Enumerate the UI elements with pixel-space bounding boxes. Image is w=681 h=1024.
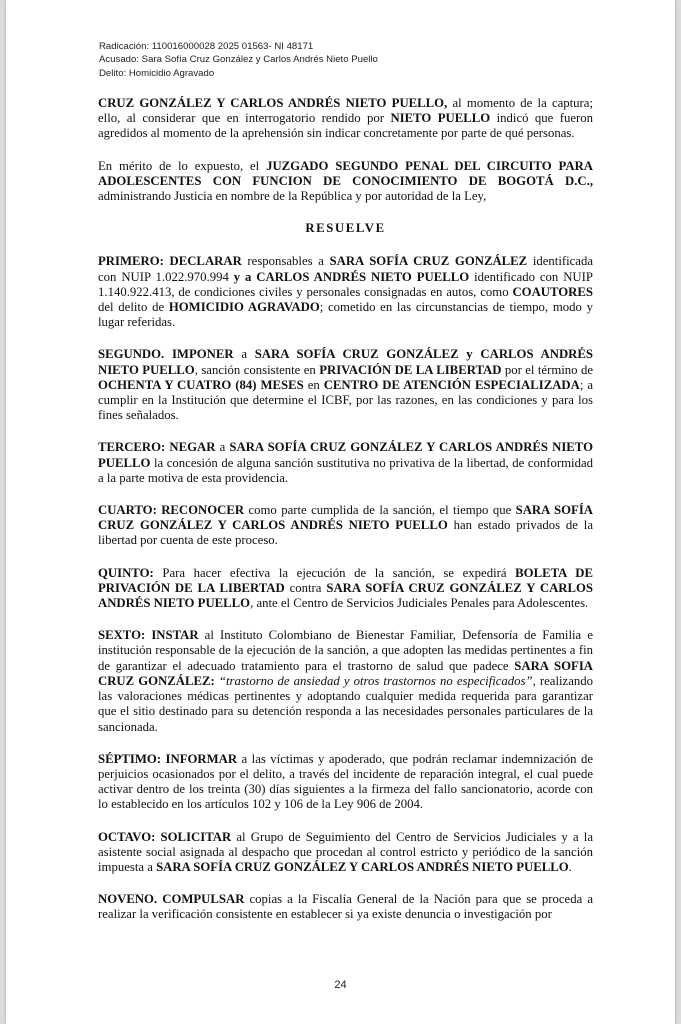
bold-name: SARA SOFIA CRUZ GONZÁLEZ: xyxy=(98,658,593,688)
text: al momento de la captura; ello, al considerar que en interrogatorio rendido por xyxy=(98,96,594,126)
bold-ordinal: SEXTO: INSTAR xyxy=(98,628,199,643)
text: en xyxy=(303,377,324,392)
bold-name: SARA SOFÍA CRUZ GONZÁLEZ Y CARLOS ANDRÉS NIETO PUELLO xyxy=(98,440,594,470)
bold-ordinal: TERCERO: NEGAR xyxy=(98,440,216,455)
bold-term: BOLETA DE PRIVACIÓN DE LA LIBERTAD xyxy=(98,565,593,595)
resuelve-heading: RESUELVE xyxy=(305,221,386,236)
document-body xyxy=(98,96,593,940)
header-radicacion: Radicación: 110016000028 2025 01563- NI 48171 xyxy=(99,41,314,52)
bold-name: SARA SOFÍA CRUZ GONZÁLEZ y CARLOS ANDRÉS NIETO PUELLO xyxy=(98,347,593,377)
bold-name: y a CARLOS ANDRÉS NIETO PUELLO xyxy=(233,269,470,284)
bold-ordinal: CUARTO: RECONOCER xyxy=(98,503,245,518)
paragraph-merito xyxy=(98,159,593,205)
text: contra xyxy=(284,580,327,595)
text: En mérito de lo expuesto, el xyxy=(98,158,267,173)
bold-ordinal: OCTAVO: SOLICITAR xyxy=(98,829,232,844)
text: a las víctimas y apoderado, que podrán reclamar indemnización de perjuicios ocasionados por el delito, a través del incidente de reparación integral, el cual puede activar dentro de los treinta (30) días siguientes a la firmeza del fallo sancionatorio, acorde con lo establecido en los artículos 102 y 106 de la Ley 906 de 2004. xyxy=(98,751,593,812)
text: realizando las valoraciones médicas pertinentes y adoptando cualquier medida requerida para garantizar que el sitio destinado para su detención responda a las necesidades personales particulares de la sancionada. xyxy=(98,673,593,734)
bold-ordinal: QUINTO: xyxy=(98,565,154,580)
bold-name: SARA SOFÍA CRUZ GONZÁLEZ Y CARLOS ANDRÉS NIETO PUELLO xyxy=(98,503,593,533)
paragraph-sexto xyxy=(98,628,593,734)
bold-ordinal: PRIMERO: DECLARAR xyxy=(98,254,242,269)
text: del delito de xyxy=(98,300,169,315)
document-page xyxy=(6,0,675,1024)
paragraph-segundo xyxy=(98,347,593,423)
text: al Instituto Colombiano de Bienestar Familiar, Defensoría de Familia e institución responsable de la ejecución de la sanción, a que adopten las medidas pertinentes a fin de garantizar el adecuado tratamiento para el trastorno de salud que padece xyxy=(98,628,593,673)
paragraph-primero xyxy=(98,254,593,330)
bold-term: PRIVACIÓN DE LA LIBERTAD xyxy=(319,362,502,377)
bold-term: HOMICIDIO AGRAVADO xyxy=(168,300,320,315)
text: , sanción consistente en xyxy=(194,362,320,377)
text: al Grupo de Seguimiento del Centro de Servicios Judiciales y a la asistente social asignada al despacho que procedan al control estricto y periódico de la sanción impuesta a xyxy=(98,829,593,874)
text: ; cometido en las circunstancias de tiempo, modo y lugar referidas. xyxy=(98,300,593,330)
paragraph-cuarto xyxy=(98,503,593,549)
paragraph-octavo xyxy=(98,830,593,876)
text: han estado privados de la libertad por cuenta de este proceso. xyxy=(98,518,593,548)
bold-ordinal: NOVENO. COMPULSAR xyxy=(98,892,245,907)
paragraph-captura xyxy=(98,96,593,142)
bold-ordinal: SEGUNDO. IMPONER xyxy=(98,347,234,362)
bold-name: SARA SOFÍA CRUZ GONZÁLEZ Y CARLOS ANDRÉS NIETO PUELLO xyxy=(98,580,593,611)
header-delito: Delito: Homicidio Agravado xyxy=(99,67,215,79)
bold-term: CENTRO DE ATENCIÓN ESPECIALIZADA xyxy=(323,377,580,392)
bold-names: CRUZ GONZÁLEZ Y CARLOS ANDRÉS NIETO PUELLO, xyxy=(98,96,448,110)
bold-name: NIETO PUELLO xyxy=(390,111,491,126)
italic-diagnosis: “trastorno de ansiedad y otros trastornos no especificados”, xyxy=(214,673,536,688)
text: a xyxy=(233,347,255,362)
paragraph-tercero xyxy=(98,440,593,486)
bold-name: SARA SOFÍA CRUZ GONZÁLEZ xyxy=(329,254,528,269)
text: la concesión de alguna sanción sustitutiva no privativa de la libertad, de conformidad a la parte motiva de esta providencia. xyxy=(98,455,593,485)
page-header xyxy=(99,40,378,80)
bold-term: COAUTORES xyxy=(512,284,593,299)
paragraph-septimo xyxy=(98,752,593,813)
text: indicó que fueron agredidos al momento de la aprehensión sin indicar concretamente por parte de qué personas. xyxy=(98,111,594,141)
bold-ordinal: SÉPTIMO: INFORMAR xyxy=(98,751,238,766)
bold-name: SARA SOFÍA CRUZ GONZÁLEZ Y CARLOS ANDRÉS NIETO PUELLO xyxy=(156,859,569,874)
text: responsables a xyxy=(241,254,330,269)
text: identificado con NUIP 1.140.922.413, de condiciones civiles y personales consignadas en autos, como xyxy=(98,269,593,299)
text: como parte cumplida de la sanción, el tiempo que xyxy=(244,503,516,518)
text: . xyxy=(568,859,572,874)
text: , ante el Centro de Servicios Judiciales Penales para Adolescentes. xyxy=(250,596,589,611)
text: administrando Justicia en nombre de la República y por autoridad de la Ley, xyxy=(98,189,487,204)
page-number: 24 xyxy=(334,979,347,991)
bold-court-name: JUZGADO SEGUNDO PENAL DEL CIRCUITO PARA ADOLESCENTES CON FUNCION DE CONOCIMIENTO DE BOGOTÁ D.C., xyxy=(98,158,594,188)
text: ; a cumplir en la Institución que determine el ICBF, por las razones, en las condiciones y para los fines señalados. xyxy=(98,377,593,423)
text: a xyxy=(215,440,230,455)
text: copias a la Fiscalía General de la Nación para que se proceda a realizar la verificación consistente en establecer si ya existe denuncia o investigación por xyxy=(98,892,593,922)
paragraph-quinto xyxy=(98,566,593,612)
paragraph-noveno xyxy=(98,892,593,922)
text: identificada con NUIP 1.022.970.994 xyxy=(98,254,593,284)
bold-term: OCHENTA Y CUATRO (84) MESES xyxy=(98,377,304,392)
text: Para hacer efectiva la ejecución de la sanción, se expedirá xyxy=(153,565,516,580)
text: por el término de xyxy=(501,362,594,377)
header-acusado: Acusado: Sara Sofía Cruz González y Carlos Andrés Nieto Puello xyxy=(99,54,378,66)
